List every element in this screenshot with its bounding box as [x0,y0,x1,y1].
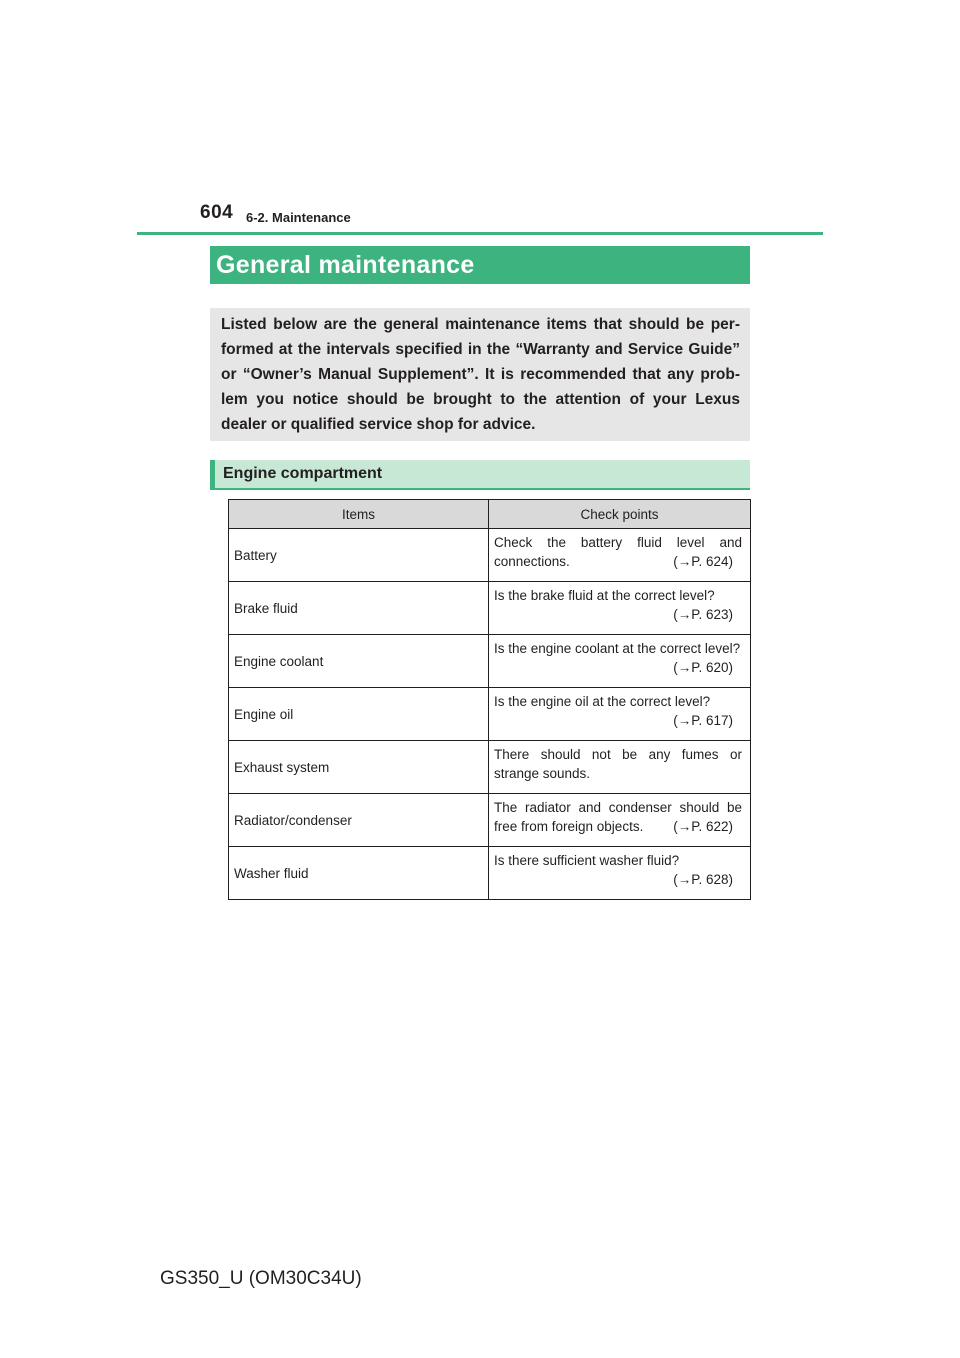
table-row [229,529,751,582]
table-row [229,688,751,741]
check-point-cell [489,688,751,741]
section-subheading: Engine compartment [210,460,750,490]
check-point-cell [489,741,751,794]
table-row [229,741,751,794]
maintenance-table [228,499,751,900]
item-cell: Exhaust system [229,741,489,794]
item-cell: Engine oil [229,688,489,741]
header-rule [137,232,823,235]
check-point-text: Is the engine coolant at the correct level? [494,641,741,656]
page-reference[interactable]: (→P. 622) [673,819,733,834]
check-point-cell [489,847,751,900]
check-point-cell [489,582,751,635]
check-point-text: There should not be any fumes or strange sounds. [494,747,742,781]
page-number: 604 [200,202,234,223]
check-point-text: Check the battery fluid level and connections. [494,535,742,569]
column-header-items: Items [229,500,489,529]
table-header-row [229,500,751,529]
check-point-text: Is the brake fluid at the correct level? [494,588,715,603]
check-point-cell [489,529,751,582]
section-label: 6-2. Maintenance [246,210,351,225]
page-reference[interactable]: (→P. 628) [673,872,733,887]
table-row [229,794,751,847]
check-point-text: Is there sufficient washer fluid? [494,853,680,868]
column-header-check-points: Check points [489,500,751,529]
table-row [229,635,751,688]
item-cell: Battery [229,529,489,582]
page-reference[interactable]: (→P. 624) [673,554,733,569]
table-row [229,847,751,900]
item-cell: Engine coolant [229,635,489,688]
table-row [229,582,751,635]
item-cell: Radiator/condenser [229,794,489,847]
check-point-cell [489,635,751,688]
item-cell: Brake fluid [229,582,489,635]
page-reference[interactable]: (→P. 620) [673,660,733,675]
page-title: General maintenance [210,246,750,284]
intro-paragraph: Listed below are the general maintenance items that should be per-formed at the intervals specified in the “Warranty and Service Guide” or “Owner’s Manual Supplement”. It is recommended that any prob-lem you notice should be brought to the attention of your Lexus dealer or qualified service shop for advice. [210,308,750,441]
item-cell: Washer fluid [229,847,489,900]
check-point-text: The radiator and condenser should be free from foreign objects. [494,800,742,834]
model-code: GS350_U (OM30C34U) [160,1268,362,1289]
check-point-cell [489,794,751,847]
page-reference[interactable]: (→P. 623) [673,607,733,622]
page-reference[interactable]: (→P. 617) [673,713,733,728]
check-point-text: Is the engine oil at the correct level? [494,694,711,709]
